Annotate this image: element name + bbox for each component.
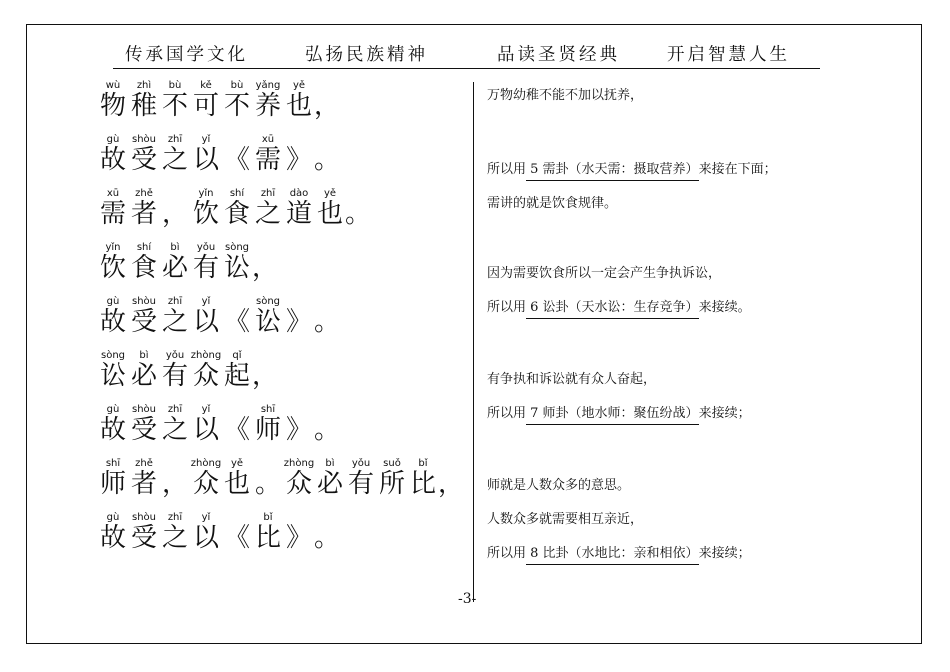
verse-char (221, 350, 253, 390)
pinyin: zhī (167, 404, 183, 415)
verse-char (128, 188, 160, 228)
explanation-text: 所以用 (487, 546, 527, 561)
pinyin: gù (106, 404, 120, 415)
pinyin: sòng (224, 242, 249, 253)
pinyin: yǐ (201, 134, 211, 145)
verse-char (128, 80, 160, 120)
verse-char (190, 80, 222, 120)
explanation-line: 有争执和诉讼就有众人奋起， (487, 372, 657, 387)
hanzi: 比 (254, 523, 281, 553)
verse-char (159, 404, 191, 444)
verse-char (97, 404, 129, 444)
verse-char (128, 134, 160, 174)
pinyin: bǐ (418, 458, 428, 469)
verse-char (221, 296, 253, 336)
hanzi: 之 (161, 415, 188, 445)
hanzi: 必 (316, 469, 343, 499)
pinyin: zhī (167, 296, 183, 307)
header-phrase-4: 开启智慧人生 (667, 45, 790, 65)
pinyin: zhě (135, 458, 153, 469)
pinyin: bì (170, 242, 180, 253)
verse-char (221, 134, 253, 174)
verse-char (221, 458, 253, 498)
hanzi: 之 (254, 199, 281, 229)
hanzi: 之 (161, 307, 188, 337)
hanzi: 讼 (99, 361, 126, 391)
verse-char (128, 404, 160, 444)
verse-column (97, 80, 477, 566)
verse-char (128, 458, 160, 498)
pinyin: bǐ (263, 512, 273, 523)
pinyin: gù (106, 512, 120, 523)
pinyin: xū (106, 188, 120, 199)
pinyin: shòu (131, 134, 156, 145)
hanzi: 之 (161, 145, 188, 175)
hanzi: 》 (285, 145, 312, 175)
hanzi: 师 (254, 415, 281, 445)
verse-char (97, 188, 129, 228)
verse-char (283, 404, 315, 444)
pinyin: zhī (260, 188, 276, 199)
verse-char (283, 188, 315, 228)
hanzi: 道 (285, 199, 312, 229)
pinyin: qǐ (232, 350, 242, 361)
hanzi: 众 (285, 469, 312, 499)
pinyin: xū (261, 134, 275, 145)
pinyin: zhī (167, 512, 183, 523)
verse-char (97, 134, 129, 174)
pinyin: zhě (135, 188, 153, 199)
verse-char (159, 350, 191, 390)
hanzi: 所 (378, 469, 405, 499)
hanzi: 有 (161, 361, 188, 391)
hanzi: 必 (161, 253, 188, 283)
verse-char (97, 458, 129, 498)
hanzi: 可 (192, 91, 219, 121)
verse-char (283, 458, 315, 498)
hanzi: 众 (192, 361, 219, 391)
hexagram-label-shi: 7 师卦（地水师：聚伍纷战） (526, 406, 699, 425)
verse-char (128, 512, 160, 552)
verse-char (252, 188, 284, 228)
verse-line (97, 350, 477, 404)
hanzi: 》 (285, 415, 312, 445)
hanzi: 者 (130, 469, 157, 499)
verse-char (252, 458, 284, 498)
hanzi: 受 (130, 415, 157, 445)
pinyin: shòu (131, 404, 156, 415)
pinyin: yě (292, 80, 306, 91)
hexagram-label-song: 6 讼卦（天水讼：生存竞争） (526, 300, 699, 319)
verse-char (159, 134, 191, 174)
hanzi: 比 (409, 469, 436, 499)
verse-char (252, 404, 284, 444)
pinyin: zhì (136, 80, 152, 91)
hanzi: 饮 (192, 199, 219, 229)
verse-punctuation: ， (252, 253, 279, 283)
verse-char (221, 512, 253, 552)
hanzi: 物 (99, 91, 126, 121)
verse-punctuation: 。 (314, 145, 341, 175)
pinyin: zhòng (190, 350, 222, 361)
verse-char (283, 296, 315, 336)
pinyin: yǐn (105, 242, 121, 253)
explanation-text: 所以用 (487, 162, 527, 177)
explanation-text: 来接续； (698, 406, 751, 421)
pinyin: wù (105, 80, 121, 91)
hanzi: 之 (161, 523, 188, 553)
explanation-text: 来接续； (698, 546, 751, 561)
pinyin: zhòng (190, 458, 222, 469)
hanzi: 以 (192, 145, 219, 175)
hanzi: 受 (130, 307, 157, 337)
page-number: -3- (458, 591, 477, 607)
verse-char (190, 512, 222, 552)
pinyin: bù (168, 80, 182, 91)
pinyin: kě (200, 80, 212, 91)
header-phrase-1: 传承国学文化 (125, 45, 248, 65)
hanzi: 众 (192, 469, 219, 499)
hanzi: 《 (223, 523, 250, 553)
pinyin: yǐ (201, 512, 211, 523)
verse-char (314, 188, 346, 228)
verse-char (159, 242, 191, 282)
pinyin: yǐn (198, 188, 214, 199)
verse-punctuation: 。 (345, 199, 372, 229)
pinyin: suǒ (383, 458, 401, 469)
verse-char (159, 296, 191, 336)
pinyin: yǐ (201, 404, 211, 415)
pinyin: shí (136, 242, 152, 253)
pinyin: shòu (131, 296, 156, 307)
hanzi: 受 (130, 523, 157, 553)
verse-char (190, 458, 222, 498)
hanzi: 以 (192, 523, 219, 553)
verse-char (221, 188, 253, 228)
pinyin: sòng (255, 296, 280, 307)
verse-char (190, 350, 222, 390)
verse-punctuation: 。 (314, 523, 341, 553)
explanation-line: 万物幼稚不能不加以抚养， (487, 88, 644, 103)
hanzi: 受 (130, 145, 157, 175)
verse-char (159, 512, 191, 552)
hanzi: 以 (192, 307, 219, 337)
pinyin: shī (260, 404, 276, 415)
pinyin: dào (289, 188, 309, 199)
explanation-text: 来接在下面； (698, 162, 777, 177)
pinyin: sòng (100, 350, 125, 361)
hanzi: 讼 (223, 253, 250, 283)
explanation-text: 所以用 (487, 406, 527, 421)
hanzi: 食 (223, 199, 250, 229)
explanation-line: 师就是人数众多的意思。 (487, 478, 631, 493)
hanzi: 不 (161, 91, 188, 121)
hanzi: 也 (285, 91, 312, 121)
hexagram-label-xu: 5 需卦（水天需：摄取营养） (526, 162, 699, 181)
pinyin: yǎng (255, 80, 281, 91)
hanzi: 必 (130, 361, 157, 391)
verse-char (128, 350, 160, 390)
verse-punctuation: ， (252, 361, 279, 391)
hanzi: 也 (223, 469, 250, 499)
explanation-line (487, 402, 751, 421)
pinyin: yǐ (201, 296, 211, 307)
verse-char (190, 242, 222, 282)
hanzi: 》 (285, 523, 312, 553)
verse-char (283, 134, 315, 174)
verse-line (97, 242, 477, 296)
verse-char (97, 296, 129, 336)
hanzi: 以 (192, 415, 219, 445)
header-underline (113, 68, 820, 69)
verse-char (221, 404, 253, 444)
hanzi: 讼 (254, 307, 281, 337)
hexagram-label-bi: 8 比卦（水地比：亲和相依） (526, 546, 699, 565)
verse-char (159, 188, 191, 228)
verse-char (252, 296, 284, 336)
hanzi: 故 (99, 415, 126, 445)
explanation-text: 来接续。 (698, 300, 751, 315)
hanzi: 需 (99, 199, 126, 229)
pinyin: shī (105, 458, 121, 469)
explanation-line: 人数众多就需要相互亲近， (487, 512, 644, 527)
pinyin: shòu (131, 512, 156, 523)
hanzi: 故 (99, 145, 126, 175)
verse-punctuation: ， (438, 469, 465, 499)
verse-char (376, 458, 408, 498)
header-phrase-2: 弘扬民族精神 (305, 45, 428, 65)
pinyin: zhī (167, 134, 183, 145)
pinyin: bù (230, 80, 244, 91)
pinyin: bì (139, 350, 149, 361)
verse-char (252, 134, 284, 174)
hanzi: 《 (223, 307, 250, 337)
verse-line (97, 80, 477, 134)
pinyin: gù (106, 296, 120, 307)
explanation-text: 所以用 (487, 300, 527, 315)
verse-char (159, 80, 191, 120)
hanzi: 《 (223, 415, 250, 445)
verse-char (97, 80, 129, 120)
pinyin: yě (323, 188, 337, 199)
hanzi: 饮 (99, 253, 126, 283)
pinyin: zhòng (283, 458, 315, 469)
explanation-line: 需讲的就是饮食规律。 (487, 196, 618, 211)
hanzi: 《 (223, 145, 250, 175)
hanzi: 。 (254, 469, 281, 499)
verse-char (97, 350, 129, 390)
pinyin: bì (325, 458, 335, 469)
verse-line (97, 512, 477, 566)
verse-char (407, 458, 439, 498)
verse-char (190, 404, 222, 444)
hanzi: 食 (130, 253, 157, 283)
verse-char (221, 80, 253, 120)
verse-char (252, 80, 284, 120)
pinyin: yě (230, 458, 244, 469)
hanzi: 有 (347, 469, 374, 499)
hanzi: 需 (254, 145, 281, 175)
hanzi: ， (161, 199, 188, 229)
verse-char (190, 188, 222, 228)
hanzi: 养 (254, 91, 281, 121)
page-header (125, 41, 825, 69)
hanzi: 师 (99, 469, 126, 499)
hanzi: ， (161, 469, 188, 499)
hanzi: 不 (223, 91, 250, 121)
explanation-line (487, 296, 751, 315)
hanzi: 者 (130, 199, 157, 229)
verse-punctuation: 。 (314, 307, 341, 337)
verse-line (97, 188, 477, 242)
hanzi: 起 (223, 361, 250, 391)
verse-char (252, 512, 284, 552)
verse-char (97, 512, 129, 552)
pinyin: yǒu (351, 458, 371, 469)
explanation-line (487, 542, 751, 561)
verse-char (283, 80, 315, 120)
verse-char (128, 242, 160, 282)
verse-char (97, 242, 129, 282)
verse-char (345, 458, 377, 498)
verse-char (314, 458, 346, 498)
verse-punctuation: ， (314, 91, 341, 121)
verse-line (97, 404, 477, 458)
hanzi: 也 (316, 199, 343, 229)
verse-line (97, 134, 477, 188)
verse-punctuation: 。 (314, 415, 341, 445)
explanation-line (487, 158, 777, 177)
verse-line (97, 296, 477, 350)
verse-char (159, 458, 191, 498)
pinyin: yǒu (196, 242, 216, 253)
verse-char (190, 134, 222, 174)
hanzi: 有 (192, 253, 219, 283)
explanation-line: 因为需要饮食所以一定会产生争执诉讼， (487, 266, 722, 281)
verse-char (190, 296, 222, 336)
pinyin: shí (229, 188, 245, 199)
header-phrase-3: 品读圣贤经典 (497, 45, 620, 65)
verse-char (221, 242, 253, 282)
pinyin: yǒu (165, 350, 185, 361)
hanzi: 故 (99, 523, 126, 553)
hanzi: 故 (99, 307, 126, 337)
verse-char (283, 512, 315, 552)
verse-char (128, 296, 160, 336)
verse-line (97, 458, 477, 512)
pinyin: gù (106, 134, 120, 145)
hanzi: 》 (285, 307, 312, 337)
hanzi: 稚 (130, 91, 157, 121)
